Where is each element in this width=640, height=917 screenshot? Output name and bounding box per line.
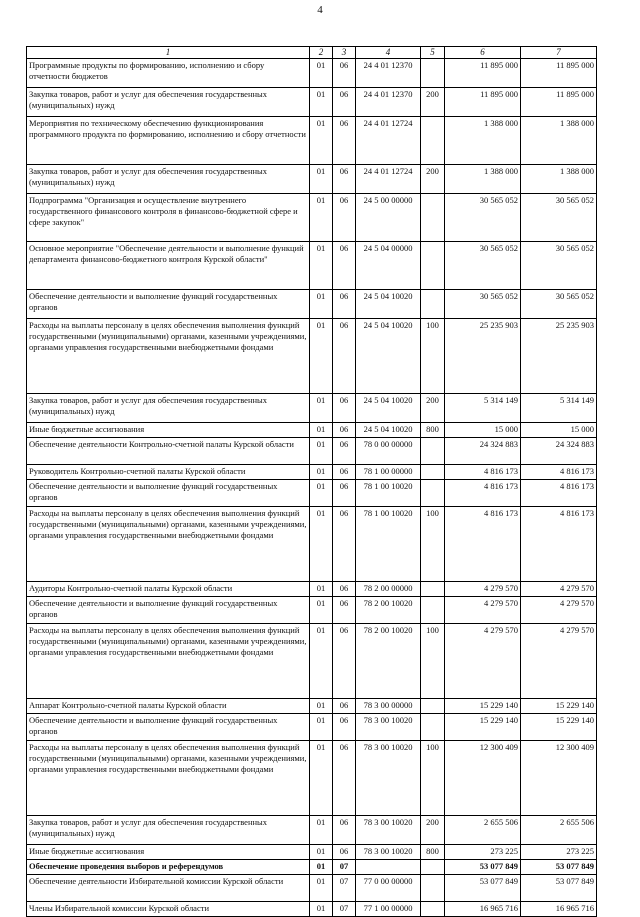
row-name: Закупка товаров, работ и услуг для обеспечения государственных (муниципальных) нужд	[27, 165, 310, 194]
row-section-code: 01	[310, 165, 333, 194]
row-expense-type	[421, 582, 445, 597]
row-target-article: 78 3 00 10020	[356, 714, 421, 741]
row-target-article: 24 4 01 12724	[356, 117, 421, 165]
row-section-code: 01	[310, 194, 333, 242]
table-row	[27, 117, 597, 165]
row-subsection-code: 06	[333, 597, 356, 624]
row-expense-type	[421, 59, 445, 88]
row-name: Подпрограмма "Организация и осуществление внутреннего государственного финансового контроля в финансово-бюджетной сфере и сфере закупок"	[27, 194, 310, 242]
row-target-article: 78 2 00 00000	[356, 582, 421, 597]
row-section-code: 01	[310, 465, 333, 480]
table-row	[27, 242, 597, 290]
budget-table	[26, 46, 597, 917]
row-amount-year-1: 15 000	[445, 423, 521, 438]
row-amount-year-1: 11 895 000	[445, 88, 521, 117]
table-row	[27, 290, 597, 319]
row-section-code: 01	[310, 480, 333, 507]
row-name: Обеспечение деятельности и выполнение функций государственных органов	[27, 290, 310, 319]
row-amount-year-1: 53 077 849	[445, 875, 521, 902]
row-amount-year-2: 4 816 173	[521, 465, 597, 480]
row-subsection-code: 06	[333, 741, 356, 816]
row-subsection-code: 06	[333, 290, 356, 319]
row-expense-type	[421, 597, 445, 624]
row-amount-year-2: 15 000	[521, 423, 597, 438]
row-name: Обеспечение деятельности Избирательной комиссии Курской области	[27, 875, 310, 902]
row-amount-year-2: 4 279 570	[521, 597, 597, 624]
row-subsection-code: 06	[333, 845, 356, 860]
row-section-code: 01	[310, 319, 333, 394]
row-amount-year-2: 4 279 570	[521, 624, 597, 699]
row-section-code: 01	[310, 290, 333, 319]
row-amount-year-1: 30 565 052	[445, 194, 521, 242]
row-amount-year-2: 2 655 506	[521, 816, 597, 845]
row-target-article: 24 5 04 10020	[356, 319, 421, 394]
row-amount-year-2: 30 565 052	[521, 242, 597, 290]
row-name: Закупка товаров, работ и услуг для обеспечения государственных (муниципальных) нужд	[27, 394, 310, 423]
row-section-code: 01	[310, 582, 333, 597]
row-name: Аудиторы Контрольно-счетной палаты Курской области	[27, 582, 310, 597]
header-col-3: 3	[333, 47, 356, 59]
row-name: Обеспечение деятельности и выполнение функций государственных органов	[27, 597, 310, 624]
row-section-code: 01	[310, 597, 333, 624]
row-name: Закупка товаров, работ и услуг для обеспечения государственных (муниципальных) нужд	[27, 816, 310, 845]
row-target-article: 24 4 01 12370	[356, 88, 421, 117]
row-name: Руководитель Контрольно-счетной палаты Курской области	[27, 465, 310, 480]
row-target-article: 78 1 00 00000	[356, 465, 421, 480]
row-name: Обеспечение деятельности Контрольно-счетной палаты Курской области	[27, 438, 310, 465]
row-amount-year-2: 24 324 883	[521, 438, 597, 465]
row-expense-type	[421, 194, 445, 242]
row-target-article: 77 0 00 00000	[356, 875, 421, 902]
table-row	[27, 582, 597, 597]
row-expense-type	[421, 875, 445, 902]
header-col-5: 5	[421, 47, 445, 59]
row-target-article: 24 4 01 12724	[356, 165, 421, 194]
row-subsection-code: 06	[333, 507, 356, 582]
table-row	[27, 394, 597, 423]
row-amount-year-1: 15 229 140	[445, 699, 521, 714]
row-name: Расходы на выплаты персоналу в целях обеспечения выполнения функций государственными (муниципальными) органами, казенными учреждениями, органами управления государственными внебюджетными фондами	[27, 624, 310, 699]
row-target-article: 78 1 00 10020	[356, 480, 421, 507]
row-name: Расходы на выплаты персоналу в целях обеспечения выполнения функций государственными (муниципальными) органами, казенными учреждениями, органами управления государственными внебюджетными фондами	[27, 741, 310, 816]
row-amount-year-2: 15 229 140	[521, 699, 597, 714]
row-amount-year-1: 4 816 173	[445, 507, 521, 582]
row-expense-type: 100	[421, 624, 445, 699]
row-target-article: 24 4 01 12370	[356, 59, 421, 88]
row-expense-type	[421, 480, 445, 507]
row-subsection-code: 06	[333, 394, 356, 423]
row-name: Аппарат Контрольно-счетной палаты Курской области	[27, 699, 310, 714]
row-amount-year-1: 30 565 052	[445, 242, 521, 290]
table-row	[27, 194, 597, 242]
row-name: Мероприятия по техническому обеспечению функционирования программного продукта по формированию, исполнению и сбору отчетности	[27, 117, 310, 165]
row-amount-year-2: 4 279 570	[521, 582, 597, 597]
row-section-code: 01	[310, 59, 333, 88]
row-name: Иные бюджетные ассигнования	[27, 845, 310, 860]
row-subsection-code: 06	[333, 438, 356, 465]
row-name: Основное мероприятие "Обеспечение деятельности и выполнение функций департамента финансово-бюджетного контроля Курской области"	[27, 242, 310, 290]
row-amount-year-1: 1 388 000	[445, 117, 521, 165]
row-section-code: 01	[310, 699, 333, 714]
row-expense-type	[421, 902, 445, 917]
row-amount-year-1: 30 565 052	[445, 290, 521, 319]
row-amount-year-2: 11 895 000	[521, 59, 597, 88]
table-row	[27, 816, 597, 845]
row-section-code: 01	[310, 714, 333, 741]
row-target-article: 78 2 00 10020	[356, 597, 421, 624]
row-amount-year-1: 1 388 000	[445, 165, 521, 194]
row-subsection-code: 06	[333, 319, 356, 394]
row-amount-year-1: 11 895 000	[445, 59, 521, 88]
row-section-code: 01	[310, 507, 333, 582]
row-amount-year-1: 53 077 849	[445, 860, 521, 875]
table-row	[27, 741, 597, 816]
row-expense-type	[421, 860, 445, 875]
row-amount-year-1: 4 816 173	[445, 480, 521, 507]
row-target-article: 78 3 00 10020	[356, 816, 421, 845]
row-amount-year-1: 273 225	[445, 845, 521, 860]
row-amount-year-2: 4 816 173	[521, 507, 597, 582]
row-subsection-code: 07	[333, 875, 356, 902]
header-col-2: 2	[310, 47, 333, 59]
row-amount-year-1: 4 279 570	[445, 624, 521, 699]
row-target-article: 24 5 04 10020	[356, 423, 421, 438]
table-row	[27, 860, 597, 875]
row-subsection-code: 07	[333, 902, 356, 917]
row-target-article: 77 1 00 00000	[356, 902, 421, 917]
row-amount-year-1: 15 229 140	[445, 714, 521, 741]
row-amount-year-2: 53 077 849	[521, 875, 597, 902]
table-row	[27, 902, 597, 917]
row-subsection-code: 06	[333, 699, 356, 714]
page-number: 4	[317, 4, 323, 16]
row-amount-year-2: 11 895 000	[521, 88, 597, 117]
table-row	[27, 507, 597, 582]
row-amount-year-1: 2 655 506	[445, 816, 521, 845]
header-col-7: 7	[521, 47, 597, 59]
row-target-article: 24 5 04 00000	[356, 242, 421, 290]
row-target-article: 78 3 00 10020	[356, 845, 421, 860]
row-expense-type: 200	[421, 165, 445, 194]
table-row	[27, 624, 597, 699]
row-target-article: 78 1 00 10020	[356, 507, 421, 582]
row-expense-type: 100	[421, 741, 445, 816]
row-name: Обеспечение проведения выборов и референдумов	[27, 860, 310, 875]
table-row	[27, 597, 597, 624]
row-subsection-code: 06	[333, 242, 356, 290]
row-subsection-code: 06	[333, 465, 356, 480]
table-row	[27, 319, 597, 394]
table-row	[27, 699, 597, 714]
row-amount-year-1: 4 279 570	[445, 597, 521, 624]
table-row	[27, 480, 597, 507]
row-expense-type	[421, 242, 445, 290]
row-target-article: 78 2 00 10020	[356, 624, 421, 699]
row-expense-type	[421, 699, 445, 714]
row-expense-type	[421, 117, 445, 165]
table-header-row	[27, 47, 597, 59]
row-amount-year-2: 25 235 903	[521, 319, 597, 394]
row-expense-type: 800	[421, 423, 445, 438]
row-amount-year-2: 30 565 052	[521, 194, 597, 242]
row-expense-type: 100	[421, 319, 445, 394]
row-target-article: 78 3 00 10020	[356, 741, 421, 816]
row-section-code: 01	[310, 902, 333, 917]
row-amount-year-1: 4 279 570	[445, 582, 521, 597]
row-section-code: 01	[310, 816, 333, 845]
row-subsection-code: 06	[333, 165, 356, 194]
row-section-code: 01	[310, 624, 333, 699]
table-row	[27, 59, 597, 88]
row-expense-type	[421, 714, 445, 741]
row-section-code: 01	[310, 860, 333, 875]
row-section-code: 01	[310, 438, 333, 465]
row-target-article	[356, 860, 421, 875]
row-target-article: 24 5 04 10020	[356, 290, 421, 319]
row-subsection-code: 06	[333, 816, 356, 845]
row-name: Расходы на выплаты персоналу в целях обеспечения выполнения функций государственными (муниципальными) органами, казенными учреждениями, органами управления государственными внебюджетными фондами	[27, 507, 310, 582]
table-row	[27, 845, 597, 860]
row-target-article: 24 5 04 10020	[356, 394, 421, 423]
row-name: Обеспечение деятельности и выполнение функций государственных органов	[27, 714, 310, 741]
row-section-code: 01	[310, 423, 333, 438]
row-expense-type: 100	[421, 507, 445, 582]
row-amount-year-2: 1 388 000	[521, 165, 597, 194]
header-col-4: 4	[356, 47, 421, 59]
row-expense-type: 200	[421, 88, 445, 117]
row-target-article: 78 3 00 00000	[356, 699, 421, 714]
row-amount-year-2: 53 077 849	[521, 860, 597, 875]
header-col-6: 6	[445, 47, 521, 59]
row-section-code: 01	[310, 117, 333, 165]
row-section-code: 01	[310, 875, 333, 902]
row-target-article: 78 0 00 00000	[356, 438, 421, 465]
row-subsection-code: 06	[333, 59, 356, 88]
row-name: Члены Избирательной комиссии Курской области	[27, 902, 310, 917]
row-amount-year-2: 12 300 409	[521, 741, 597, 816]
row-expense-type: 200	[421, 816, 445, 845]
row-name: Иные бюджетные ассигнования	[27, 423, 310, 438]
table-row	[27, 88, 597, 117]
table-row	[27, 875, 597, 902]
row-expense-type: 200	[421, 394, 445, 423]
row-subsection-code: 06	[333, 582, 356, 597]
row-amount-year-1: 12 300 409	[445, 741, 521, 816]
row-expense-type	[421, 465, 445, 480]
row-amount-year-1: 16 965 716	[445, 902, 521, 917]
row-name: Расходы на выплаты персоналу в целях обеспечения выполнения функций государственными (муниципальными) органами, казенными учреждениями, органами управления государственными внебюджетными фондами	[27, 319, 310, 394]
row-amount-year-1: 25 235 903	[445, 319, 521, 394]
table-row	[27, 438, 597, 465]
row-section-code: 01	[310, 242, 333, 290]
row-subsection-code: 06	[333, 88, 356, 117]
row-amount-year-2: 273 225	[521, 845, 597, 860]
row-subsection-code: 06	[333, 194, 356, 242]
row-subsection-code: 07	[333, 860, 356, 875]
row-subsection-code: 06	[333, 423, 356, 438]
table-row	[27, 465, 597, 480]
header-col-1: 1	[27, 47, 310, 59]
table-row	[27, 714, 597, 741]
row-amount-year-2: 16 965 716	[521, 902, 597, 917]
row-name: Программные продукты по формированию, исполнению и сбору отчетности бюджетов	[27, 59, 310, 88]
row-section-code: 01	[310, 88, 333, 117]
row-section-code: 01	[310, 394, 333, 423]
row-amount-year-2: 4 816 173	[521, 480, 597, 507]
row-subsection-code: 06	[333, 624, 356, 699]
row-expense-type	[421, 438, 445, 465]
row-target-article: 24 5 00 00000	[356, 194, 421, 242]
row-amount-year-2: 5 314 149	[521, 394, 597, 423]
row-amount-year-1: 4 816 173	[445, 465, 521, 480]
table-row	[27, 165, 597, 194]
row-section-code: 01	[310, 741, 333, 816]
row-subsection-code: 06	[333, 117, 356, 165]
row-subsection-code: 06	[333, 714, 356, 741]
row-expense-type	[421, 290, 445, 319]
row-name: Обеспечение деятельности и выполнение функций государственных органов	[27, 480, 310, 507]
row-subsection-code: 06	[333, 480, 356, 507]
row-amount-year-2: 30 565 052	[521, 290, 597, 319]
table-row	[27, 423, 597, 438]
row-section-code: 01	[310, 845, 333, 860]
row-amount-year-1: 24 324 883	[445, 438, 521, 465]
row-expense-type: 800	[421, 845, 445, 860]
row-amount-year-2: 1 388 000	[521, 117, 597, 165]
row-amount-year-1: 5 314 149	[445, 394, 521, 423]
row-amount-year-2: 15 229 140	[521, 714, 597, 741]
row-name: Закупка товаров, работ и услуг для обеспечения государственных (муниципальных) нужд	[27, 88, 310, 117]
